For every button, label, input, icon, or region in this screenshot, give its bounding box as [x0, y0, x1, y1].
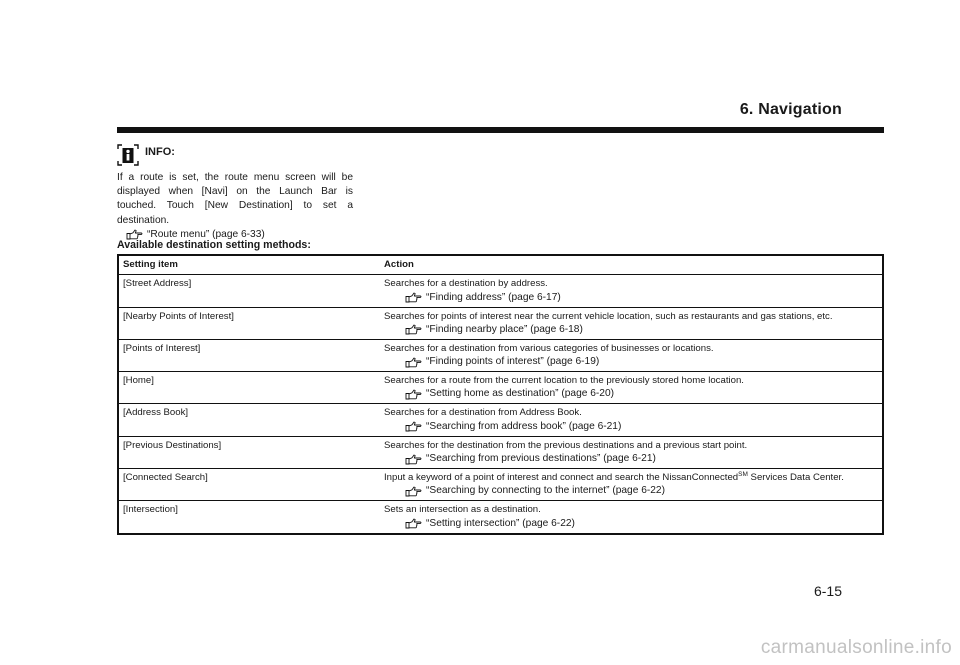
info-text: If a route is set, the route menu screen will be displayed when [Navi] on the Launch Bar is touched. Touch [New Destination] to set a destination.	[117, 172, 353, 226]
action-text: Searches for points of interest near the current vehicle location, such as restaurants and gas stations, etc.	[384, 310, 833, 322]
action-reference-link[interactable]	[405, 517, 878, 531]
table-row	[118, 404, 883, 436]
info-note	[117, 142, 353, 242]
pointing-hand-icon	[405, 389, 422, 400]
methods-heading: Available destination setting methods:	[117, 239, 311, 251]
action-reference-link[interactable]	[405, 452, 878, 466]
action-description	[384, 278, 878, 290]
service-mark: SM	[738, 470, 748, 478]
pointing-hand-icon	[405, 324, 422, 335]
action-description	[384, 504, 878, 516]
action-description	[384, 375, 878, 387]
table-row	[118, 275, 883, 307]
header-setting-item: Setting item	[118, 255, 380, 275]
table-header-row	[118, 255, 883, 275]
setting-item	[118, 339, 380, 371]
table-row	[118, 469, 883, 501]
action-reference-text: “Searching by connecting to the internet” (page 6-22)	[426, 485, 665, 497]
destination-methods-table	[117, 254, 884, 535]
action-text-tail: Services Data Center.	[747, 472, 844, 484]
action-text: Searches for a destination from various categories of businesses or locations.	[384, 342, 714, 354]
setting-item	[118, 404, 380, 436]
setting-item-label: [Connected Search]	[123, 472, 208, 484]
action-text: Sets an intersection as a destination.	[384, 504, 541, 516]
action-text: Searches for a route from the current location to the previously stored home location.	[384, 375, 744, 387]
action-reference-text: “Finding address” (page 6-17)	[426, 291, 561, 303]
action-text: Searches for a destination from Address Book.	[384, 407, 582, 419]
action-reference-link[interactable]	[405, 355, 878, 369]
action-reference-link[interactable]	[405, 387, 878, 401]
info-icon	[117, 144, 139, 166]
setting-item-label: [Intersection]	[123, 504, 178, 516]
chapter-rule	[117, 127, 884, 133]
table-row	[118, 501, 883, 534]
page-number: 6-15	[813, 583, 842, 599]
action-text: Searches for the destination from the previous destinations and a previous start point.	[384, 439, 748, 451]
watermark: carmanualsonline.info	[760, 637, 952, 658]
table-row	[118, 372, 883, 404]
setting-item-label: [Nearby Points of Interest]	[123, 310, 234, 322]
action-reference-link[interactable]	[405, 484, 878, 498]
info-reference-text: “Route menu” (page 6-33)	[147, 228, 265, 240]
pointing-hand-icon	[405, 421, 422, 432]
action-reference-text: “Finding points of interest” (page 6-19)	[426, 356, 600, 368]
action-cell	[380, 372, 883, 404]
info-label: INFO:	[145, 146, 175, 158]
action-cell	[380, 339, 883, 371]
pointing-hand-icon	[405, 292, 422, 303]
setting-item	[118, 436, 380, 468]
action-cell	[380, 501, 883, 534]
action-cell	[380, 436, 883, 468]
setting-item-label: [Previous Destinations]	[123, 439, 222, 451]
pointing-hand-icon	[405, 486, 422, 497]
setting-item	[118, 275, 380, 307]
action-text: Searches for a destination by address.	[384, 278, 548, 290]
action-reference-text: “Searching from previous destinations” (page 6-21)	[426, 453, 656, 465]
setting-item	[118, 469, 380, 501]
action-reference-text: “Setting intersection” (page 6-22)	[426, 517, 575, 529]
action-cell	[380, 469, 883, 501]
setting-item-label: [Street Address]	[123, 278, 192, 290]
table-row	[118, 436, 883, 468]
chapter-title: 6. Navigation	[739, 101, 842, 118]
setting-item	[118, 501, 380, 534]
action-description	[384, 472, 878, 484]
table-body	[118, 275, 883, 534]
info-header	[117, 142, 353, 166]
action-reference-text: “Finding nearby place” (page 6-18)	[426, 323, 583, 335]
action-text: Input a keyword of a point of interest and connect and search the NissanConnected	[384, 472, 739, 484]
setting-item-label: [Address Book]	[123, 407, 189, 419]
action-cell	[380, 307, 883, 339]
action-reference-text: “Searching from address book” (page 6-21)	[426, 420, 622, 432]
pointing-hand-icon	[405, 454, 422, 465]
action-reference-text: “Setting home as destination” (page 6-20)	[426, 388, 615, 400]
action-reference-link[interactable]	[405, 323, 878, 337]
pointing-hand-icon	[405, 518, 422, 529]
action-reference-link[interactable]	[405, 291, 878, 305]
action-cell	[380, 275, 883, 307]
action-description	[384, 440, 878, 452]
table-row	[118, 307, 883, 339]
pointing-hand-icon	[405, 357, 422, 368]
setting-item	[118, 307, 380, 339]
action-reference-link[interactable]	[405, 420, 878, 434]
setting-item-label: [Points of Interest]	[123, 342, 201, 354]
action-cell	[380, 404, 883, 436]
action-description	[384, 311, 878, 323]
setting-item	[118, 372, 380, 404]
action-description	[384, 343, 878, 355]
header-action: Action	[380, 255, 883, 275]
table-row	[118, 339, 883, 371]
setting-item-label: [Home]	[123, 375, 154, 387]
action-description	[384, 407, 878, 419]
